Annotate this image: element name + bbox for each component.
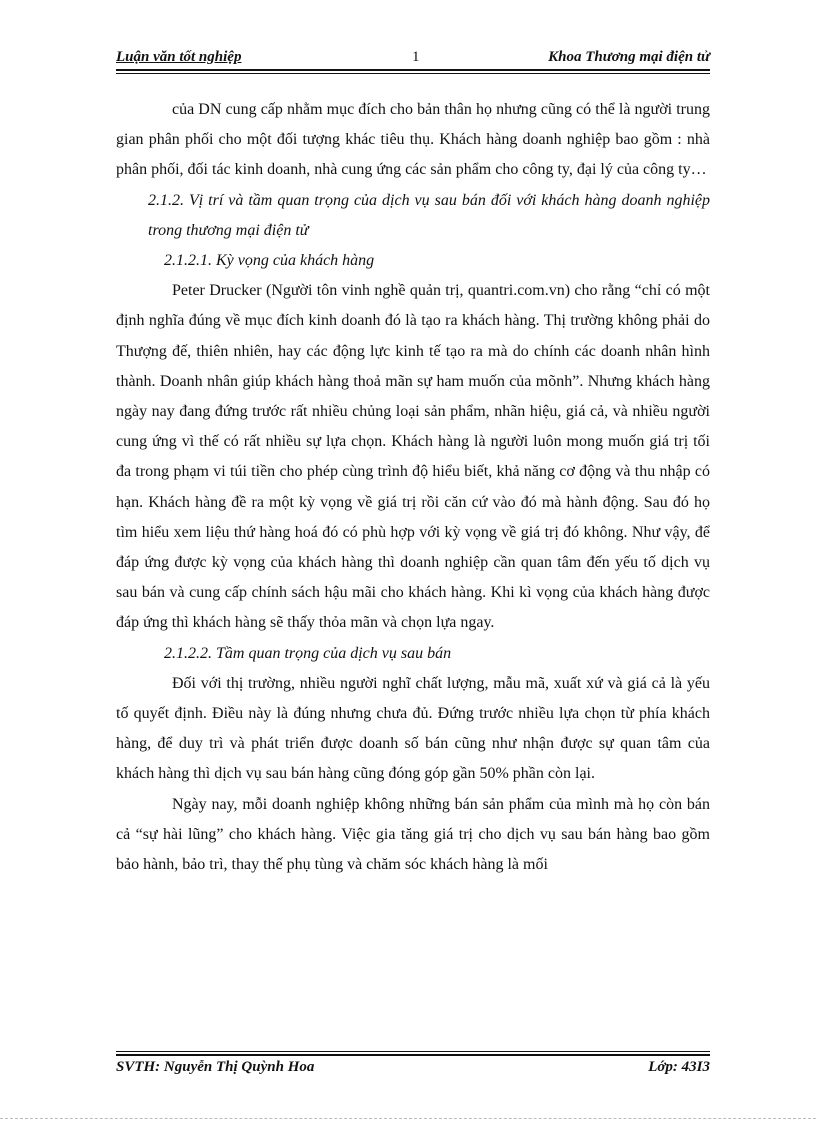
- section-heading-2-1-2: 2.1.2. Vị trí và tầm quan trọng của dịch vụ sau bán đối với khách hàng doanh nghiệp trong thương mại điện tử: [148, 191, 710, 239]
- page-footer: [116, 1057, 710, 1081]
- body-paragraph: Peter Drucker (Người tôn vinh nghề quản trị, quantri.com.vn) cho rằng “chỉ có một định nghĩa đúng về mục đích kinh doanh đó là tạo ra khách hàng. Thị trường không phải do Thượng đế, thiên nhiên, hay các động lực kinh tế tạo ra mà do chính các doanh nhân hình thành. Doanh nhân giúp khách hàng thoả mãn sự ham muốn của mõnh”. Nhưng khách hàng ngày nay đang đứng trước rất nhiều chủng loại sản phẩm, nhãn hiệu, giá cả, và nhiều người cung ứng vì thế có rất nhiều sự lựa chọn. Khách hàng là người luôn mong muốn giá trị tối đa trong phạm vi túi tiền cho phép cùng trình độ hiểu biết, khả năng cơ động và thu nhập có hạn. Khách hàng đề ra một kỳ vọng về giá trị rồi căn cứ vào đó mà hành động. Sau đó họ tìm hiểu xem liệu thứ hàng hoá đó có phù hợp với kỳ vọng về giá trị đó không. Như vậy, để đáp ứng được kỳ vọng của khách hàng thì doanh nghiệp cần quan tâm đến yếu tố dịch vụ sau bán và cung cấp chính sách hậu mãi cho khách hàng. Khi kì vọng của khách hàng được đáp ứng thì khách hàng sẽ thấy thỏa mãn và chọn lựa ngay.: [116, 282, 710, 632]
- body-paragraph: Đối với thị trường, nhiều người nghĩ chất lượng, mẫu mã, xuất xứ và giá cả là yếu tố quyết định. Điều này là đúng nhưng chưa đủ. Đứng trước nhiều lựa chọn từ phía khách hàng, để duy trì và phát triển được doanh số bán cũng như nhận được sự quan tâm của khách hàng thì dịch vụ sau bán hàng cũng đóng góp gần 50% phần còn lại.: [116, 674, 710, 783]
- page-header: [116, 47, 710, 71]
- subsection-heading-2-1-2-2: 2.1.2.2. Tầm quan trọng của dịch vụ sau bán: [164, 644, 452, 662]
- footer-rule-thin: [116, 1051, 710, 1052]
- header-page-number: 1: [412, 49, 420, 65]
- body-paragraph: Ngày nay, mỗi doanh nghiệp không những bán sản phẩm của mình mà họ còn bán cả “sự hài lũng” cho khách hàng. Việc gia tăng giá trị cho dịch vụ sau bán hàng bao gồm bảo hành, bảo trì, thay thế phụ tùng và chăm sóc khách hàng là mối: [116, 795, 710, 874]
- subsection-heading-2-1-2-1: 2.1.2.1. Kỳ vọng của khách hàng: [164, 252, 375, 270]
- header-rule-thick: [116, 69, 710, 71]
- page-body: [116, 95, 710, 880]
- body-paragraph: của DN cung cấp nhằm mục đích cho bản thân họ nhưng cũng có thể là người trung gian phân phối cho một đối tượng khác tiêu thụ. Khách hàng doanh nghiệp bao gồm : nhà phân phối, đối tác kinh doanh, nhà cung ứng các sản phẩm cho công ty, đại lý của công ty…: [116, 101, 710, 179]
- footer-rule-thick: [116, 1054, 710, 1056]
- footer-class: Lớp: 43I3: [648, 1059, 710, 1075]
- page-edge-divider: [0, 1118, 816, 1119]
- header-rule-thin: [116, 73, 710, 74]
- header-thesis-title: Luận văn tốt nghiệp: [116, 49, 242, 65]
- footer-student-name: SVTH: Nguyễn Thị Quỳnh Hoa: [116, 1059, 315, 1075]
- header-faculty: Khoa Thương mại điện tử: [548, 49, 710, 65]
